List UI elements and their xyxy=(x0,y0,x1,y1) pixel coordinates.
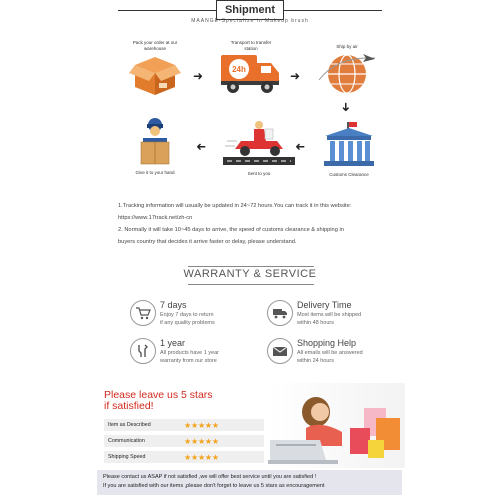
feature-title: 1 year xyxy=(160,338,186,348)
step-transport xyxy=(218,40,284,95)
footer-note xyxy=(97,470,402,495)
mail-icon xyxy=(267,338,293,364)
warranty-title: WARRANTY & SERVICE xyxy=(183,268,317,280)
shopper-laptop-illustration xyxy=(268,388,404,468)
step-customs xyxy=(318,122,380,178)
star-rating: ★★★★★ xyxy=(184,452,219,462)
receive-parcel-icon xyxy=(133,116,177,168)
step-receive xyxy=(124,116,186,176)
note-line: 2. Normally it will take 10~45 days to arrive, the speed of customs clearance & shipping in xyxy=(118,227,344,233)
feature-title: 7 days xyxy=(160,300,187,310)
step-delivery xyxy=(222,117,296,177)
feature-desc: Enjoy 7 days to return xyxy=(160,312,214,318)
header-rule-right xyxy=(282,10,382,11)
cart-icon xyxy=(130,300,156,326)
step-label: Give it to your hand xyxy=(135,170,175,175)
feature-desc: if any quality problems xyxy=(160,320,215,326)
package-icon xyxy=(129,51,181,97)
globe-plane-icon xyxy=(317,50,377,96)
rating-row xyxy=(104,419,264,432)
feature-title: Shopping Help xyxy=(297,338,357,348)
step-pack xyxy=(126,40,184,97)
arrow-right-icon: ➜ xyxy=(290,69,301,83)
step-label: Customs Clearance xyxy=(329,172,369,177)
page-subtitle: MAANGE-Specialize in Makeup brush xyxy=(191,18,309,24)
truck-24h-icon xyxy=(219,51,283,95)
step-label: Transport to transfer station xyxy=(230,40,272,51)
rating-label: Shipping Speed xyxy=(108,454,146,460)
customs-building-icon xyxy=(321,122,377,168)
page-title: Shipment xyxy=(216,0,284,20)
feature-desc: warranty from our store xyxy=(160,358,217,364)
feature-desc: within 48 hours xyxy=(297,320,334,326)
rating-label: Communication xyxy=(108,438,145,444)
step-air xyxy=(314,44,380,96)
feature-desc: within 24 hours xyxy=(297,358,334,364)
feedback-title-line: if satisfied! xyxy=(104,400,154,412)
rating-row xyxy=(104,451,264,464)
feature-desc: Most items will be shipped xyxy=(297,312,362,318)
warranty-rule-bottom xyxy=(188,284,314,285)
arrow-down-icon: ➜ xyxy=(339,101,354,113)
feedback-title xyxy=(104,390,213,412)
tracking-link[interactable]: https://www.17track.net/zh-cn xyxy=(118,215,193,221)
arrow-left-icon: ➜ xyxy=(196,140,207,154)
header-rule-left xyxy=(118,10,218,11)
shipping-notes xyxy=(118,200,388,248)
feedback-title-line: Please leave us 5 stars xyxy=(104,389,213,401)
feature-desc: All products have 1 year xyxy=(160,350,220,356)
step-label: Sent to you xyxy=(247,171,271,176)
feature-title: Delivery Time xyxy=(297,300,352,310)
footer-line: If you are satisfied with our items ,please don't forget to leave us 5 stars as encouragement xyxy=(103,483,325,489)
truck-label: 24h xyxy=(232,65,246,74)
feature-warranty xyxy=(130,338,260,372)
step-label: Pack your order at our warehouse xyxy=(132,40,178,51)
note-line: buyers country that decides it arrive faster or delay, please understand. xyxy=(118,239,297,245)
arrow-left-icon: ➜ xyxy=(295,140,306,154)
rating-row xyxy=(104,435,264,448)
feature-returns xyxy=(130,300,260,334)
truck-icon xyxy=(267,300,293,326)
note-line: 1.Tracking information will usually be updated in 24~72 hours.You can track it in this website: xyxy=(118,203,352,209)
star-rating: ★★★★★ xyxy=(184,436,219,446)
star-rating: ★★★★★ xyxy=(184,420,219,430)
courier-scooter-icon xyxy=(223,117,295,167)
feature-delivery xyxy=(267,300,397,334)
step-label: Ship by air xyxy=(336,44,358,49)
feature-desc: All emails will be answered xyxy=(297,350,363,356)
tools-icon xyxy=(130,338,156,364)
warranty-rule-top xyxy=(188,266,314,267)
rating-label: Item as Described xyxy=(108,422,151,428)
arrow-right-icon: ➜ xyxy=(193,69,204,83)
footer-line: Please contact us ASAP if not satisfied ,we will offer best service until you are satisfied ! xyxy=(103,474,317,480)
feature-support xyxy=(267,338,397,372)
